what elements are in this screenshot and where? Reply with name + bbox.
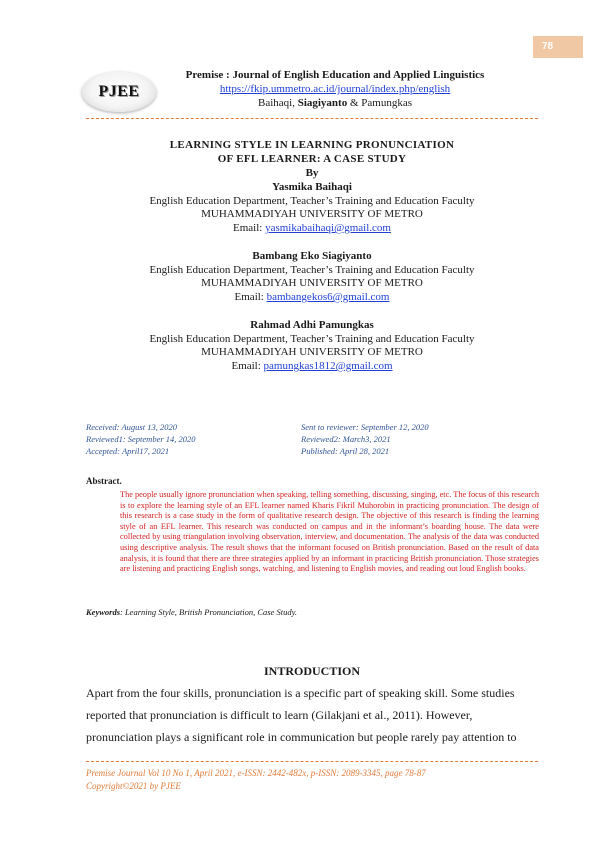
body-text-line: Apart from the four skills, pronunciation is a specific part of speaking skill. Some studies xyxy=(86,686,515,700)
author-email-link[interactable]: pamungkas1812@gmail.com xyxy=(263,360,393,372)
author-department: English Education Department, Teacher’s Training and Education Faculty xyxy=(149,195,475,207)
by-label: By xyxy=(305,167,319,179)
author-email-link[interactable]: yasmikabaihaqi@gmail.com xyxy=(265,222,391,234)
author-email-line xyxy=(86,291,538,303)
author-name: Yasmika Baihaqi xyxy=(272,181,352,193)
email-label: Email: xyxy=(233,222,266,234)
paper-title-line2: OF EFL LEARNER: A CASE STUDY xyxy=(217,153,407,165)
body-text-line: pronunciation plays a significant role in communication but people rarely pay attention to xyxy=(86,730,517,744)
author-name: Rahmad Adhi Pamungkas xyxy=(250,319,374,331)
author-email-line xyxy=(86,360,538,372)
footer-citation: Premise Journal Vol 10 No 1, April 2021, e-ISSN: 2442-482x, p-ISSN: 2089-3345, page 78-87 xyxy=(86,768,426,778)
author-university: MUHAMMADIYAH UNIVERSITY OF METRO xyxy=(201,277,423,289)
paper-title-line1: LEARNING STYLE IN LEARNING PRONUNCIATION xyxy=(169,139,455,151)
date-reviewed1: Reviewed1: September 14, 2020 xyxy=(86,434,196,444)
introduction-heading: INTRODUCTION xyxy=(263,664,360,678)
keywords-label: Keywords xyxy=(86,607,120,617)
running-authors-part2: & Pamungkas xyxy=(347,97,412,109)
author-university: MUHAMMADIYAH UNIVERSITY OF METRO xyxy=(201,346,423,358)
running-authors-part1: Baihaqi, xyxy=(257,97,298,109)
journal-url-line xyxy=(140,83,530,95)
author-university: MUHAMMADIYAH UNIVERSITY OF METRO xyxy=(201,208,423,220)
body-text-line: reported that pronunciation is difficult to learn (Gilakjani et al., 2011). However, xyxy=(86,708,473,722)
email-label: Email: xyxy=(234,291,267,303)
journal-title: Premise : Journal of English Education and Applied Linguistics xyxy=(185,69,485,81)
page-number-badge: 78 xyxy=(533,36,583,58)
date-accepted: Accepted: April17, 2021 xyxy=(86,446,170,456)
journal-url-link[interactable]: https://fkip.ummetro.ac.id/journal/index.php/english xyxy=(219,83,451,95)
header-divider xyxy=(86,118,538,119)
running-authors xyxy=(140,97,530,109)
date-published: Published: April 28, 2021 xyxy=(301,446,390,456)
date-reviewed2: Reviewed2: March3, 2021 xyxy=(301,434,391,444)
date-received: Received: August 13, 2020 xyxy=(86,422,177,432)
running-authors-bold: Siagiyanto xyxy=(297,97,348,109)
logo-text: PJEE xyxy=(98,83,140,100)
author-email-link[interactable]: bambangekos6@gmail.com xyxy=(266,291,390,303)
abstract-label: Abstract. xyxy=(86,476,122,486)
keywords-text: : Learning Style, British Pronunciation, Case Study. xyxy=(120,607,297,617)
email-label: Email: xyxy=(231,360,264,372)
keywords-line xyxy=(86,607,297,617)
date-sent-to-reviewer: Sent to reviewer: September 12, 2020 xyxy=(301,422,429,432)
author-email-line xyxy=(86,222,538,234)
abstract-label-text: Abstract xyxy=(86,476,120,486)
author-department: English Education Department, Teacher’s Training and Education Faculty xyxy=(149,333,475,345)
abstract-text: The people usually ignore pronunciation when speaking, telling something, discussing, singing, etc. The focus of this research is to explore the learning style of an EFL learner named Kharis Fikril Muhorobin in practicing pronunciation. The design of this research is a case study in the form of qualitative research design. The objective of this research is finding the learning style of an EFL learner. This research was conducted on campus and in the informant’s boarding house. The data were collected by using triangulation involving observation, interview, and documentation. The analysis of the data was conducted using descriptive analysis. The result shows that the informant focused on British pronunciation. Based on the result of data analysis, it is found that there are three strategies applied by an informant in practicing British pronunciation. Those strategies are listening and practicing English songs, watching, and listening to English movies, and reading out loud English books. xyxy=(120,490,539,574)
author-department: English Education Department, Teacher’s Training and Education Faculty xyxy=(149,264,475,276)
footer-divider xyxy=(86,761,538,762)
footer-copyright: Copyright©2021 by PJEE xyxy=(86,781,181,791)
author-name: Bambang Eko Siagiyanto xyxy=(252,250,372,262)
